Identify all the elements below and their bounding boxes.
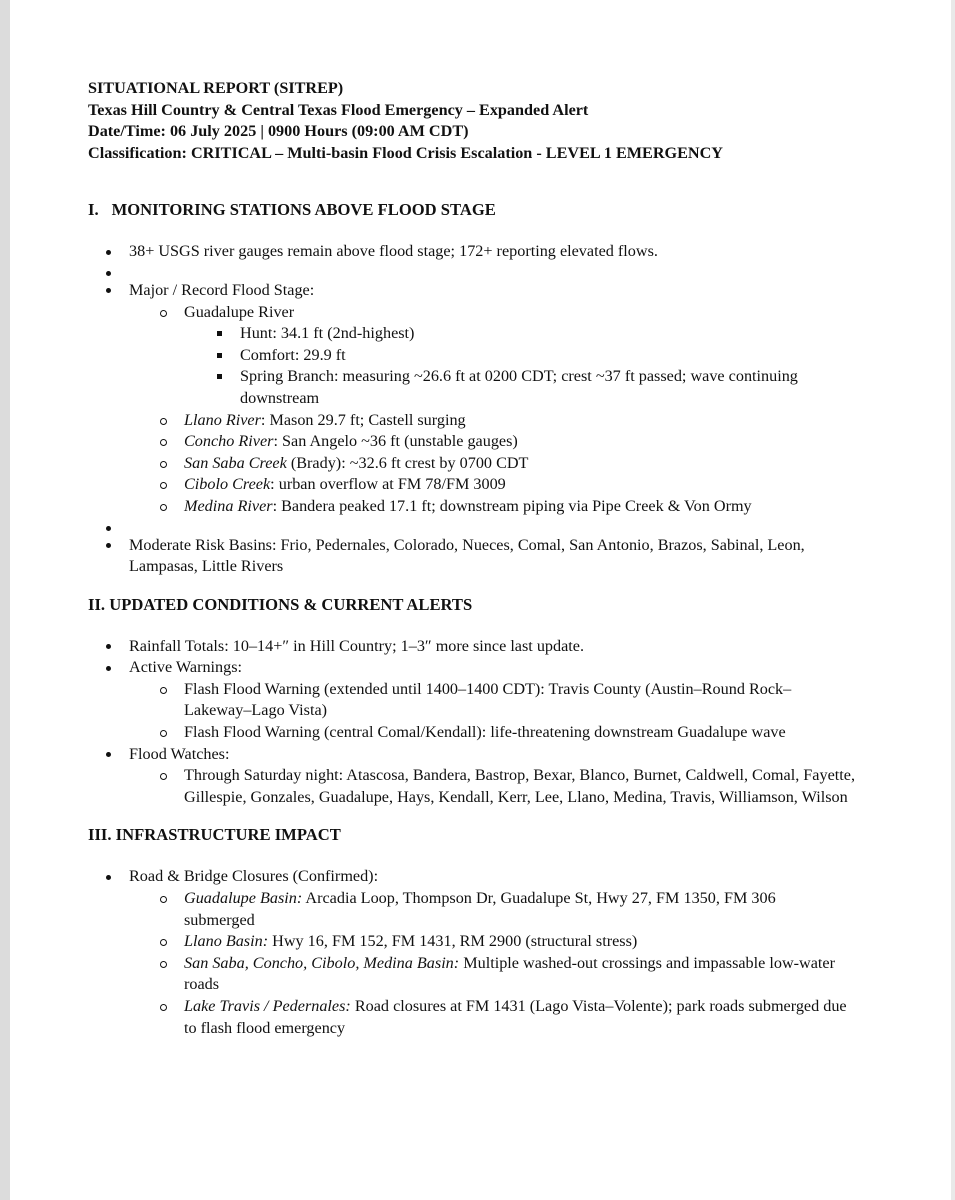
list-item-road-closures <box>88 866 888 1039</box>
river-text: urban overflow at FM 78/FM 3009 <box>278 475 506 494</box>
list-item-closure-guadalupe <box>88 888 888 931</box>
list-item-warning-comal: Flash Flood Warning (central Comal/Kendall): life-threatening downstream Guadalupe wave <box>88 722 888 744</box>
list-item-san-saba <box>88 453 888 475</box>
list-item-guadalupe <box>88 302 888 410</box>
guadalupe-label: Guadalupe River <box>184 302 295 321</box>
section-3-list <box>88 866 888 1039</box>
river-name: San Saba Creek <box>184 453 287 472</box>
list-item-closure-san-saba <box>88 953 888 996</box>
river-text: Bandera peaked 17.1 ft; downstream piping via Pipe Creek & Von Ormy <box>281 496 752 515</box>
section-1-title: MONITORING STATIONS ABOVE FLOOD STAGE <box>111 200 496 220</box>
river-text: San Angelo ~36 ft (unstable gauges) <box>282 432 518 451</box>
river-name: Llano River <box>184 410 261 429</box>
report-header <box>88 78 888 164</box>
basin-text: Road closures at FM 1431 (Lago Vista–Volente); park roads submerged due to flash flood emergency <box>184 997 847 1037</box>
river-name: Medina River <box>184 496 273 515</box>
list-item-medina: Medina River: Bandera peaked 17.1 ft; downstream piping via Pipe Creek & Von Ormy <box>88 496 888 518</box>
section-3-heading: III. INFRASTRUCTURE IMPACT <box>88 825 341 845</box>
report-classification: Classification: CRITICAL – Multi-basin Flood Crisis Escalation - LEVEL 1 EMERGENCY <box>88 143 723 162</box>
report-title: SITUATIONAL REPORT (SITREP) <box>88 79 344 97</box>
flood-watches-label: Flood Watches: <box>129 744 230 763</box>
closures-sublist <box>129 888 888 1039</box>
list-item-warning-travis: Flash Flood Warning (extended until 1400–1400 CDT): Travis County (Austin–Round Rock–Lakeway–Lago Vista) <box>88 679 888 722</box>
page-edge-shadow <box>0 0 10 1200</box>
guadalupe-sublist <box>184 323 888 409</box>
basin-text: Arcadia Loop, Thompson Dr, Guadalupe St, Hwy 27, FM 1350, FM 306 submerged <box>184 889 776 929</box>
basin-name: Llano Basin: <box>184 932 269 951</box>
list-item-rainfall: Rainfall Totals: 10–14+″ in Hill Country; 1–3″ more since last update. <box>88 636 888 658</box>
list-item-hunt: Hunt: 34.1 ft (2nd-highest) <box>88 323 888 345</box>
river-text: Mason 29.7 ft; Castell surging <box>269 410 466 429</box>
basin-name: San Saba, Concho, Cibolo, Medina Basin: <box>184 953 460 972</box>
list-item-gauges: 38+ USGS river gauges remain above flood stage; 172+ reporting elevated flows. <box>88 241 888 263</box>
basin-name: Lake Travis / Pedernales: <box>184 997 351 1015</box>
list-item-active-warnings <box>88 657 888 743</box>
list-item-cibolo: Cibolo Creek: urban overflow at FM 78/FM 3009 <box>88 474 888 496</box>
section-2-list <box>88 636 888 809</box>
list-item-spring-branch: Spring Branch: measuring ~26.6 ft at 0200 CDT; crest ~37 ft passed; wave continuing downstream <box>88 366 888 409</box>
list-item-llano: Llano River: Mason 29.7 ft; Castell surging <box>88 410 888 432</box>
major-stage-label: Major / Record Flood Stage: <box>129 280 315 299</box>
list-item-moderate-risk: Moderate Risk Basins: Frio, Pedernales, Colorado, Nueces, Comal, San Antonio, Brazos, Sabinal, Leon, Lampasas, Little Rivers <box>88 535 888 578</box>
list-item-concho: Concho River: San Angelo ~36 ft (unstable gauges) <box>88 431 888 453</box>
list-item-closure-llano <box>88 931 888 953</box>
section-1-number: I. <box>88 200 99 220</box>
list-item-closure-lake-travis <box>88 996 888 1039</box>
major-stage-sublist <box>129 302 888 518</box>
river-text: (Brady): ~32.6 ft crest by 0700 CDT <box>290 453 529 472</box>
basin-text: Multiple washed-out crossings and impassable low-water roads <box>184 953 836 994</box>
document-content <box>88 78 888 1039</box>
river-name: Cibolo Creek <box>184 475 271 494</box>
report-subtitle: Texas Hill Country & Central Texas Flood Emergency – Expanded Alert <box>88 100 589 119</box>
report-datetime: Date/Time: 06 July 2025 | 0900 Hours (09:00 AM CDT) <box>88 122 469 141</box>
road-closures-label: Road & Bridge Closures (Confirmed): <box>129 867 379 886</box>
basin-text: Hwy 16, FM 152, FM 1431, RM 2900 (structural stress) <box>268 932 638 951</box>
section-2-heading: II. UPDATED CONDITIONS & CURRENT ALERTS <box>88 594 473 614</box>
basin-name: Guadalupe Basin: <box>184 889 303 908</box>
list-item-watch-counties: Through Saturday night: Atascosa, Bandera, Bastrop, Bexar, Blanco, Burnet, Caldwell, Comal, Fayette, Gillespie, Gonzales, Guadalupe, Hays, Kendall, Kerr, Lee, Llano, Medina, Travis, Williamson, Wilson <box>88 765 888 808</box>
list-item-major-stage <box>88 280 888 518</box>
list-item-comfort: Comfort: 29.9 ft <box>88 345 888 367</box>
active-warnings-label: Active Warnings: <box>129 658 243 677</box>
section-1-heading <box>88 199 888 221</box>
watches-sublist <box>129 765 888 808</box>
list-item-flood-watches <box>88 744 888 809</box>
warnings-sublist <box>129 679 888 744</box>
river-name: Concho River <box>184 432 274 451</box>
section-1-list <box>88 241 888 577</box>
